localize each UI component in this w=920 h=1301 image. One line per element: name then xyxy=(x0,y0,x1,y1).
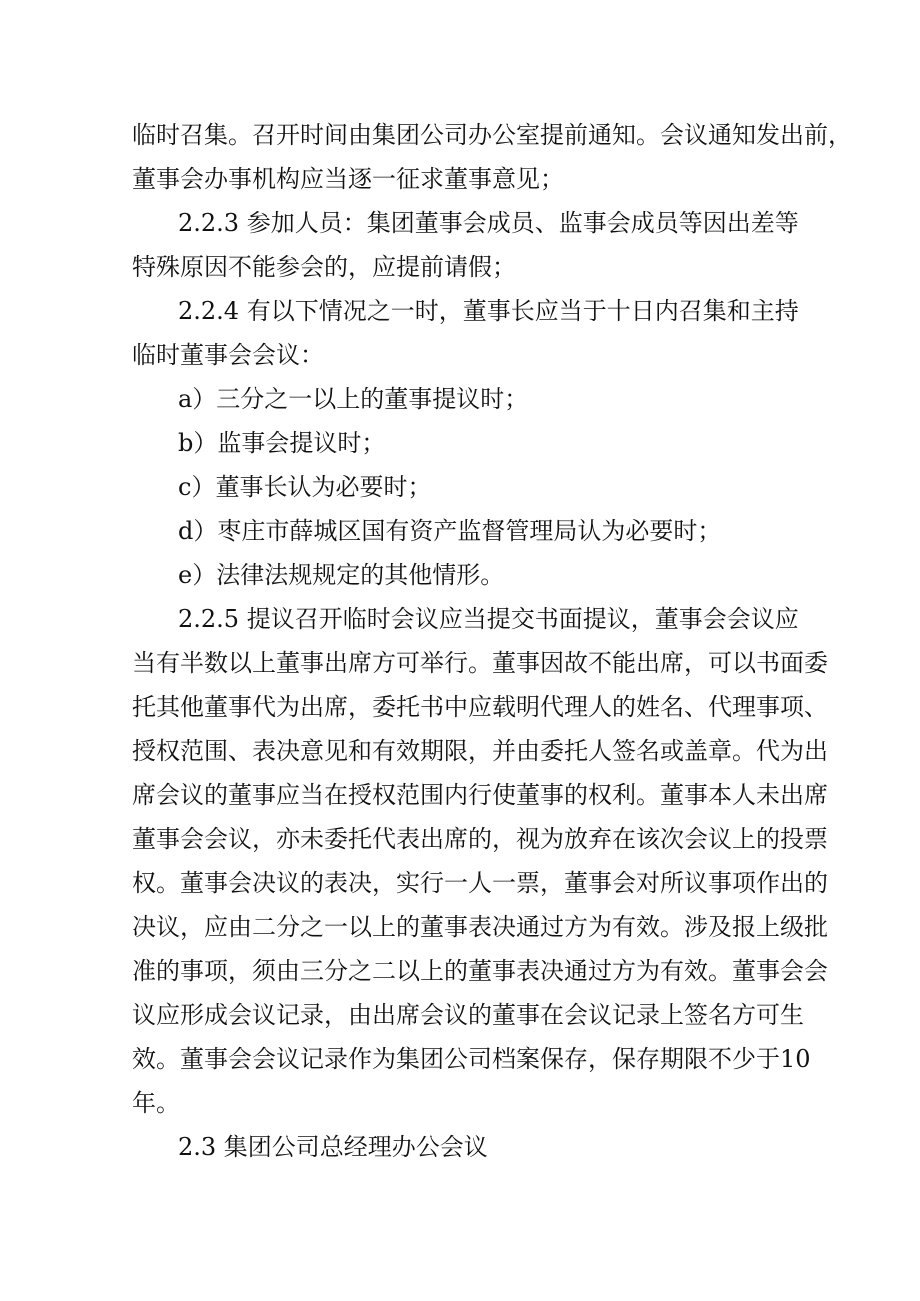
paragraph-line: 临时召集。召开时间由集团公司办公室提前通知。会议通知发出前， xyxy=(132,121,852,149)
document-body xyxy=(132,113,852,1169)
paragraph-line: 决议，应由二分之一以上的董事表决通过方为有效。涉及报上级批 xyxy=(132,913,828,941)
section-heading-2-3: 2.3 集团公司总经理办公会议 xyxy=(178,1133,488,1161)
list-item-d: d）枣庄市薛城区国有资产监督管理局认为必要时； xyxy=(178,517,722,545)
list-item-c: c）董事长认为必要时； xyxy=(178,473,432,501)
paragraph-line: 年。 xyxy=(132,1089,180,1117)
paragraph-line: 临时董事会会议： xyxy=(132,341,324,369)
paragraph-line: 董事会会议，亦未委托代表出席的，视为放弃在该次会议上的投票 xyxy=(132,825,828,853)
list-item-a: a）三分之一以上的董事提议时； xyxy=(178,385,529,413)
clause-2-2-4-line: 2.2.4 有以下情况之一时，董事长应当于十日内召集和主持 xyxy=(178,297,799,325)
list-item-b: b）监事会提议时； xyxy=(178,429,386,457)
paragraph-line: 特殊原因不能参会的，应提前请假； xyxy=(132,253,516,281)
paragraph-line: 议应形成会议记录，由出席会议的董事在会议记录上签名方可生 xyxy=(132,1001,804,1029)
paragraph-line: 席会议的董事应当在授权范围内行使董事的权利。董事本人未出席 xyxy=(132,781,828,809)
clause-2-2-5-line: 2.2.5 提议召开临时会议应当提交书面提议，董事会会议应 xyxy=(178,605,799,633)
paragraph-line: 当有半数以上董事出席方可举行。董事因故不能出席，可以书面委 xyxy=(132,649,828,677)
list-item-e: e）法律法规规定的其他情形。 xyxy=(178,561,505,589)
paragraph-line: 准的事项，须由三分之二以上的董事表决通过方为有效。董事会会 xyxy=(132,957,828,985)
paragraph-line: 董事会办事机构应当逐一征求董事意见； xyxy=(132,165,564,193)
paragraph-line: 授权范围、表决意见和有效期限，并由委托人签名或盖章。代为出 xyxy=(132,737,828,765)
clause-2-2-3-line: 2.2.3 参加人员：集团董事会成员、监事会成员等因出差等 xyxy=(178,209,799,237)
paragraph-line: 权。董事会决议的表决，实行一人一票，董事会对所议事项作出的 xyxy=(132,869,828,897)
paragraph-line: 托其他董事代为出席，委托书中应载明代理人的姓名、代理事项、 xyxy=(132,693,828,721)
paragraph-line: 效。董事会会议记录作为集团公司档案保存，保存期限不少于10 xyxy=(132,1045,811,1073)
